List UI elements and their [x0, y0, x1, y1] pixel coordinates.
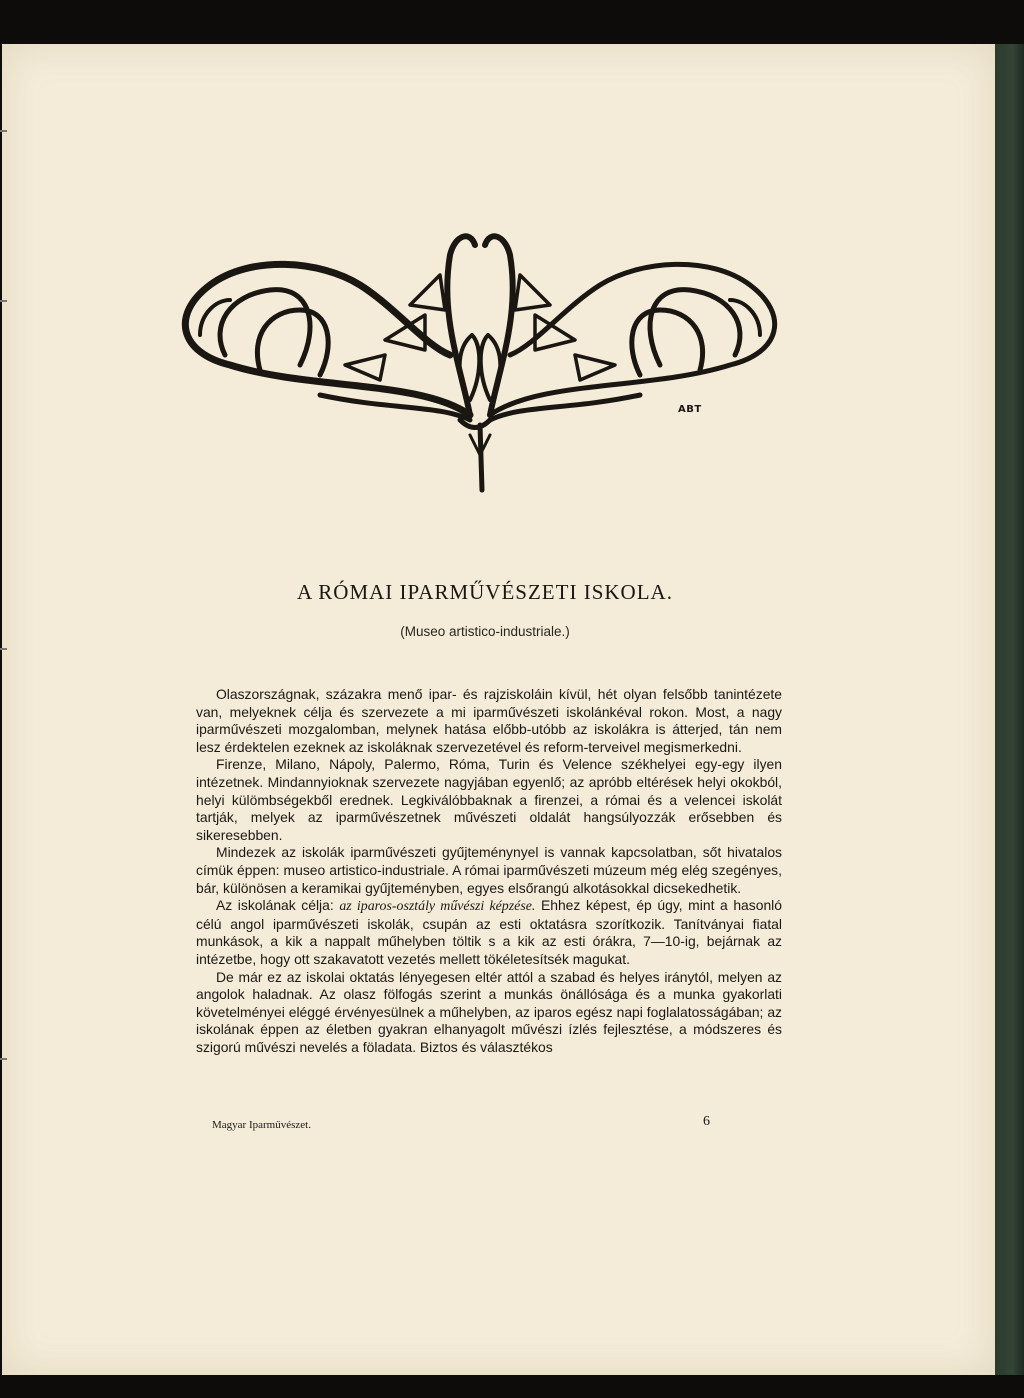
scan-background-edge — [0, 1375, 1024, 1398]
margin-mark — [0, 1058, 7, 1060]
art-nouveau-ornament — [170, 215, 790, 495]
artist-monogram: ABT — [678, 404, 702, 415]
article-body — [196, 686, 782, 1056]
emphasized-phrase: az iparos-osztály művészi képzése. — [339, 899, 536, 915]
article-subtitle: (Museo artistico-industriale.) — [400, 624, 570, 639]
margin-mark — [0, 130, 7, 132]
margin-mark — [0, 300, 7, 302]
paragraph: Mindezek az iskolák iparművészeti gyűjteménynyel is vannak kapcsolatban, sőt hivatalos címük éppen: museo artistico-industriale. A római iparművészeti múzeum még elég szegényes, bár, különösen a keramikai gyűjteményben, egyes elsőrangú alkotásokkal dicsekedhetik. — [196, 844, 782, 896]
book-spine — [995, 44, 1024, 1375]
paragraph-text: Az iskolának célja: — [216, 897, 340, 914]
paragraph: Firenze, Milano, Nápoly, Palermo, Róma, Turin és Velence székhelyei egy-egy ilyen intézetnek. Mindannyioknak szervezete nagyjában egyenlő; az apróbb eltérések helyi okokból, helyi külömbségekből erednek. Legkiválóbbaknak a firenzei, a római és a velencei iskolát tartják, melyek az iparművészetnek művészeti oldalát hangsúlyozzák erősebben és sikeresebben. — [196, 756, 782, 843]
paragraph — [196, 897, 782, 968]
page-number: 6 — [703, 1114, 710, 1129]
article-title: A RÓMAI IPARMŰVÉSZETI ISKOLA. — [297, 580, 673, 604]
paragraph: De már ez az iskolai oktatás lényegesen eltér attól a szabad és helyes iránytól, melyen az angolok haladnak. Az olasz fölfogás szerint a munkás önállósága és a munka gyakorlati követelményei eléggé érvényesülnek a műhelyben, az iparos egész napi foglalatosságában; az iskolának éppen az életben gyakran elhanyagolt művészi ízlés fejlesztése, a módszeres és szigorú művészi nevelés a föladata. Biztos és választékos — [196, 968, 782, 1055]
footer-source: Magyar Iparművészet. — [212, 1119, 311, 1131]
paragraph-text: Ehhez képest, ép úgy, mint a hasonló célú angol iparművészeti iskolák, csupán az esti oktatásra szorítkozik. Tanítványai fiatal munkások, a kik a nappalt műhelyben töltik s a kik az esti órákra, 7—10-ig, bejárnak az intézetbe, hogy ott szakavatott vezetés mellett tökéletesítsék magukat. — [196, 897, 782, 967]
paragraph: Olaszországnak, százakra menő ipar- és rajziskoláin kívül, hét olyan felsőbb tanintézete van, melyeknek célja és szervezete a mi iparművészeti iskolánkéval rokon. Most, a nagy iparművészeti mozgalomban, melynek hatása előbb-utóbb az iskolákra is átterjed, tán nem lesz érdektelen ezeknek az iskoláknak szervezetével és reform-terveivel megismerkedni. — [196, 686, 782, 755]
margin-mark — [0, 648, 7, 650]
